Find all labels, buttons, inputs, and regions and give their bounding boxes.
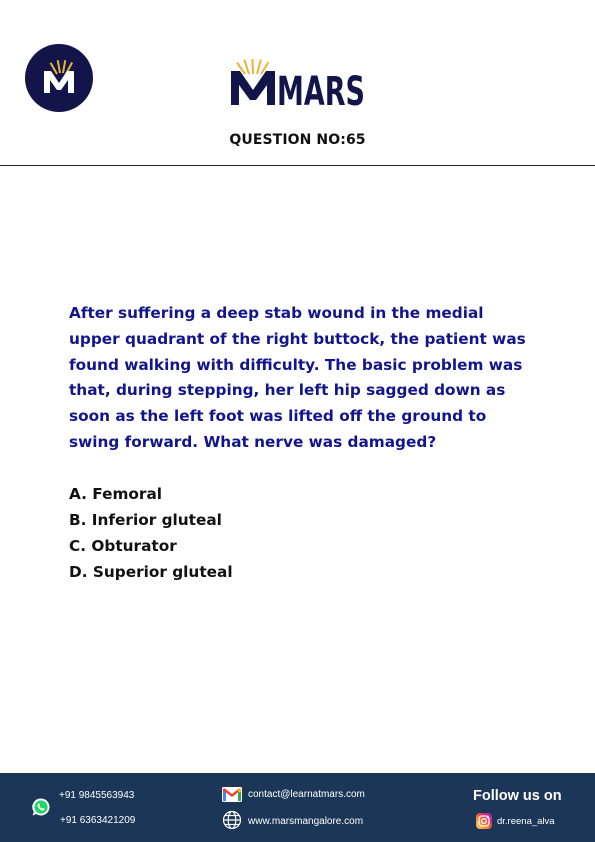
follow-us-label: Follow us on (473, 788, 562, 804)
option-d: D. Superior gluteal (69, 563, 233, 581)
option-c: C. Obturator (69, 537, 177, 555)
option-a: A. Femoral (69, 485, 163, 503)
contact-footer (0, 773, 595, 842)
instagram-icon[interactable] (476, 813, 492, 829)
option-b: B. Inferior gluteal (69, 511, 222, 529)
phone-number-1[interactable]: +91 9845563943 (59, 790, 135, 801)
brand-logo (228, 58, 368, 115)
phone-number-2[interactable]: +91 6363421209 (60, 815, 136, 826)
question-text: After suffering a deep stab wound in the medial upper quadrant of the right buttock, the patient was found walking with difficulty. The basic problem was that, during stepping, her left hip sagged down as soon as the left foot was lifted off the ground to swing forward. What nerve was damaged? (69, 304, 526, 451)
circle-logo-icon (25, 44, 93, 112)
header-divider (0, 165, 595, 166)
gmail-icon[interactable] (222, 787, 242, 802)
answer-options (69, 481, 539, 585)
instagram-handle[interactable]: dr.reena_alva (497, 816, 555, 827)
whatsapp-icon[interactable] (31, 797, 51, 817)
question-number-title: QUESTION NO:65 (229, 132, 366, 148)
globe-icon[interactable] (222, 810, 242, 830)
email-address[interactable]: contact@learnatmars.com (248, 789, 365, 800)
brand-name: MARS (277, 69, 365, 115)
website-url[interactable]: www.marsmangalore.com (248, 816, 364, 827)
